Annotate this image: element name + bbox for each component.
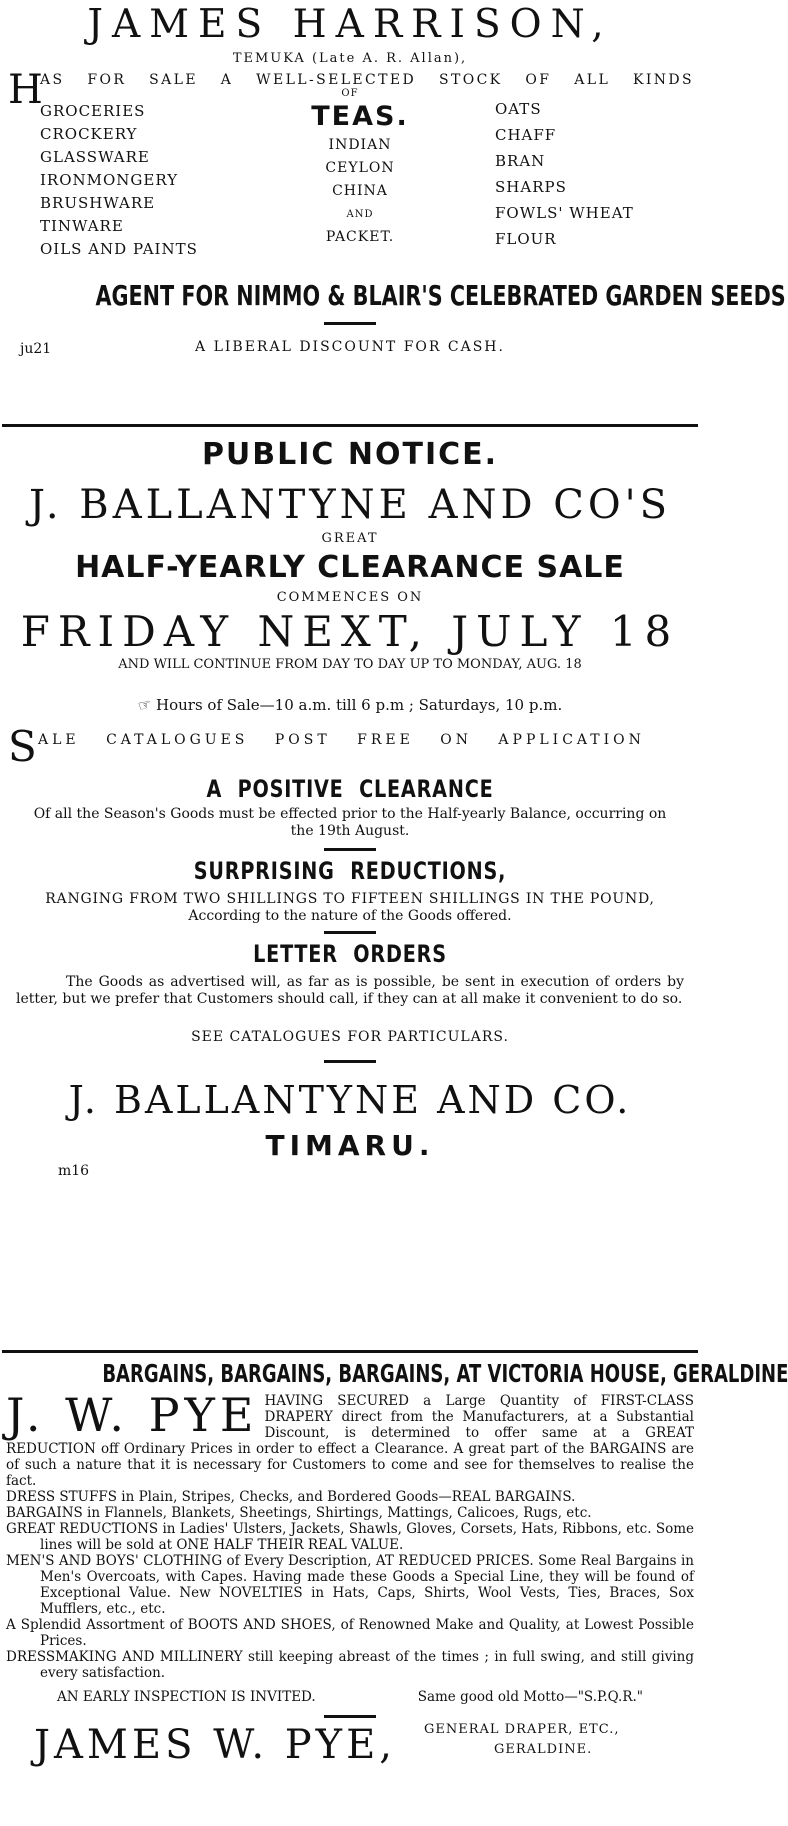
stock-item: CHAFF — [495, 126, 557, 144]
column-rule — [2, 424, 698, 427]
stock-item: CROCKERY — [40, 125, 138, 143]
signature-town: GERALDINE. — [494, 1742, 593, 1757]
pye-intro-block — [6, 1388, 694, 1489]
public-notice: PUBLIC NOTICE. — [201, 437, 499, 472]
hours-line — [6, 688, 694, 722]
signature-title: GENERAL DRAPER, ETC., — [424, 1722, 620, 1737]
stock-item: GROCERIES — [40, 102, 146, 120]
line-dress-stuffs: DRESS STUFFS in Plain, Stripes, Checks, and Bordered Goods—REAL BARGAINS. — [6, 1489, 576, 1505]
stock-item: SHARPS — [495, 178, 567, 196]
firm-name-footer: J. BALLANTYNE AND CO. — [68, 1078, 632, 1122]
signature-row — [6, 1718, 694, 1770]
ballantyne-advert — [0, 428, 700, 1350]
tea-item: CEYLON — [325, 160, 395, 176]
right-stock-list — [445, 96, 694, 252]
line-boots: A Splendid Assortment of BOOTS AND SHOES, of Renowned Make and Quality, at Lowest Possible Prices. — [6, 1617, 694, 1649]
stock-item: BRAN — [495, 152, 546, 170]
agent-line-wrap — [6, 272, 786, 320]
harrison-advert — [0, 0, 786, 425]
h3-wrap — [6, 934, 694, 974]
sale-title: HALF-YEARLY CLEARANCE SALE — [75, 550, 625, 585]
inspection-text: AN EARLY INSPECTION IS INVITED. — [57, 1689, 316, 1705]
bargains-headline: BARGAINS, BARGAINS, BARGAINS, AT VICTORIA HOUSE, GERALDINE — [102, 1359, 788, 1388]
ad-ref: ju21 — [20, 341, 52, 357]
left-stock-list — [6, 100, 275, 261]
clearance-text: Of all the Season's Goods must be effected prior to the Half-yearly Balance, occurring on the 19th August. — [33, 806, 667, 839]
hours-text: Hours of Sale—10 a.m. till 6 p.m ; Saturdays, 10 p.m. — [156, 696, 563, 714]
agent-line: AGENT FOR NIMMO & BLAIR'S CELEBRATED GARDEN SEEDS — [95, 279, 786, 312]
discount-row — [6, 325, 694, 365]
letter-orders-heading: LETTER ORDERS — [253, 940, 447, 968]
inspection-row — [6, 1685, 694, 1709]
sale-date: FRIDAY NEXT, JULY 18 — [20, 607, 680, 656]
stock-columns — [6, 100, 694, 272]
pye-advert — [0, 1353, 788, 1826]
reductions-heading: SURPRISING REDUCTIONS, — [193, 857, 507, 885]
ref-row — [6, 1163, 694, 1185]
tea-item: AND — [346, 209, 374, 220]
bargains-wrap — [6, 1355, 788, 1393]
firm-name: J. BALLANTYNE AND CO'S — [28, 482, 672, 528]
teas-heading: TEAS. — [311, 101, 409, 132]
harrison-location: TEMUKA (Late A. R. Allan), — [232, 51, 468, 66]
catalogue-text: ALE CATALOGUES POST FREE ON APPLICATION — [38, 732, 645, 748]
stock-item: TINWARE — [40, 217, 124, 235]
tea-item: PACKET. — [325, 229, 395, 245]
drop-cap: S — [8, 722, 37, 771]
discount-line: A LIBERAL DISCOUNT FOR CASH. — [195, 339, 505, 355]
pye-intro: HAVING SECURED a Large Quantity of FIRST-CLASS DRAPERY direct from the Manufacturers, at a Substantial Discount, is determined to offer same at a GREAT REDUCTION off Ordinary Prices in order to effect a Clearance. A great part of the BARGAINS are of such a nature that it is necessary for Customers to come and see for themselves to realise the fact. — [6, 1393, 694, 1489]
of-word: OF — [341, 88, 359, 99]
letter-orders-text: The Goods as advertised will, as far as is possible, be sent in execution of orders by letter, but we prefer that Customers should call, if they can at all make it convenient to do so. — [16, 974, 684, 1007]
line-ladies: GREAT REDUCTIONS in Ladies' Ulsters, Jackets, Shawls, Gloves, Corsets, Hats, Ribbons, etc. Some lines will be sold at ONE HALF THEIR REAL VALUE. — [6, 1521, 694, 1553]
line-flannels: BARGAINS in Flannels, Blankets, Sheetings, Shirtings, Mattings, Calicoes, Rugs, etc. — [6, 1505, 592, 1521]
tea-list — [275, 100, 445, 249]
see-catalogues: SEE CATALOGUES FOR PARTICULARS. — [191, 1029, 509, 1045]
harrison-name: JAMES HARRISON, — [87, 2, 613, 47]
line-clothing: MEN'S AND BOYS' CLOTHING of Every Description, AT REDUCED PRICES. Some Real Bargains in Men's Overcoats, with Capes. Having made these Goods a Special Line, they will be found of Exceptional Value. New NOVELTIES in Hats, Caps, Shirts, Wool Vests, Ties, Braces, Sox Mufflers, etc., etc. — [6, 1553, 694, 1617]
h2-wrap — [6, 851, 694, 891]
stock-item: BRUSHWARE — [40, 194, 156, 212]
continue-line: AND WILL CONTINUE FROM DAY TO DAY UP TO MONDAY, AUG. 18 — [118, 657, 582, 672]
drop-cap: H — [8, 67, 43, 113]
tea-item: INDIAN — [328, 137, 392, 153]
motto-text: Same good old Motto—"S.P.Q.R." — [417, 1689, 643, 1705]
separator — [324, 1060, 376, 1063]
h1-wrap — [6, 772, 694, 806]
stock-item: FOWLS' WHEAT — [495, 204, 634, 222]
signature-name: JAMES W. PYE, — [34, 1722, 396, 1768]
stock-item: OATS — [495, 100, 542, 118]
stock-item: GLASSWARE — [40, 148, 150, 166]
tea-item: CHINA — [332, 183, 388, 199]
pye-name: J. W. PYE — [6, 1388, 259, 1442]
ad-ref: m16 — [58, 1163, 90, 1179]
catalogue-line — [6, 722, 694, 772]
stock-item: OILS AND PAINTS — [40, 240, 198, 258]
reductions-note: According to the nature of the Goods offered. — [188, 908, 512, 924]
town-name: TIMARU. — [265, 1129, 435, 1162]
stock-item: IRONMONGERY — [40, 171, 179, 189]
intro-text: AS FOR SALE A WELL-SELECTED STOCK OF ALL KINDS — [40, 72, 695, 88]
commences: COMMENCES ON — [276, 590, 424, 605]
positive-clearance-heading: A POSITIVE CLEARANCE — [206, 775, 494, 803]
stock-item: FLOUR — [495, 230, 557, 248]
reductions-text: RANGING FROM TWO SHILLINGS TO FIFTEEN SHILLINGS IN THE POUND, — [45, 891, 655, 907]
pointing-hand-icon: ☞ — [135, 694, 154, 716]
line-dressmaking: DRESSMAKING AND MILLINERY still keeping abreast of the times ; in full swing, and still giving every satisfaction. — [6, 1649, 694, 1681]
great-word: GREAT — [321, 531, 379, 546]
